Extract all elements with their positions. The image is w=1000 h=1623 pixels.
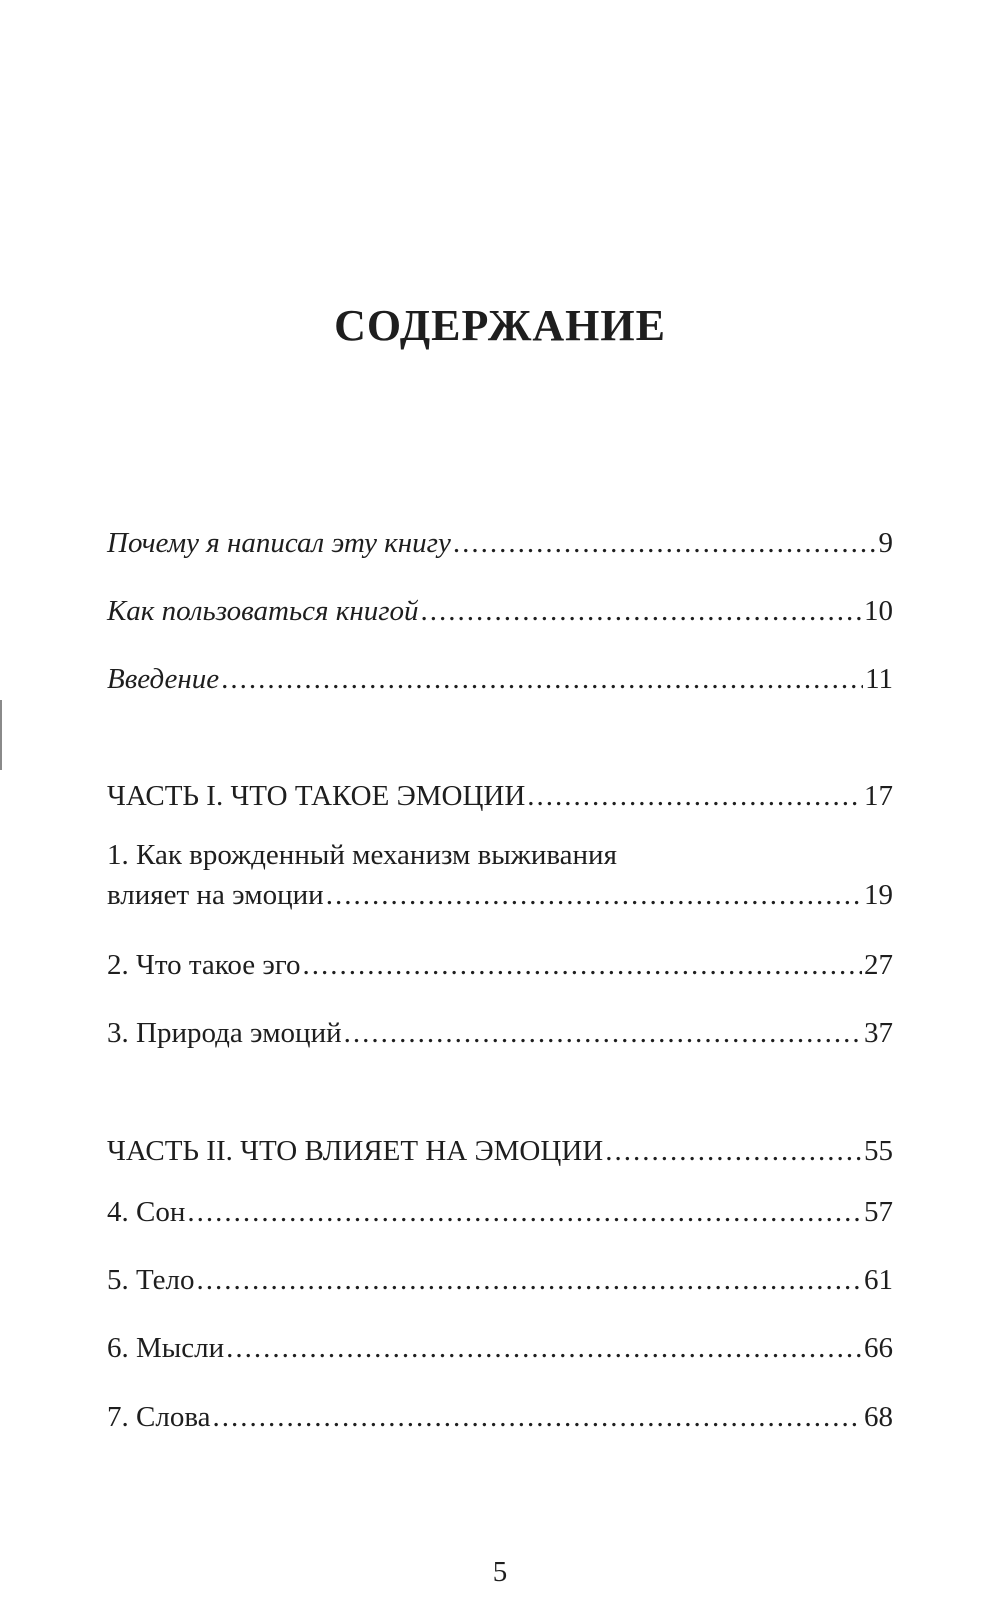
toc-entry-page: 68: [864, 1401, 893, 1433]
toc-entry-label: ЧАСТЬ I. ЧТО ТАКОЕ ЭМОЦИИ: [107, 780, 526, 812]
page-number: 5: [492, 1556, 508, 1588]
toc-leader-dots: [453, 523, 877, 563]
toc-entry-label: Как пользоваться книгой: [107, 595, 419, 627]
toc-leader-dots: [527, 776, 862, 816]
toc-leader-dots: [421, 591, 862, 631]
toc-entry-part-2[interactable]: [107, 1131, 893, 1171]
page-edge-mark: [0, 700, 2, 770]
toc-entry-label: Почему я написал эту книгу: [107, 527, 451, 559]
toc-entry-chapter-4[interactable]: [107, 1192, 893, 1232]
toc-entry-page: 57: [864, 1196, 893, 1228]
toc-entry-page: 11: [865, 663, 893, 695]
toc-entry-page: 66: [864, 1332, 893, 1364]
toc-leader-dots: [326, 875, 862, 915]
toc-entry-page: 19: [864, 879, 893, 911]
toc-entry-label-line1: 1. Как врожденный механизм выживания: [107, 839, 617, 871]
toc-entry-label: 3. Природа эмоций: [107, 1017, 342, 1049]
toc-entry-chapter-5[interactable]: [107, 1260, 893, 1300]
toc-entry-label: 7. Слова: [107, 1401, 211, 1433]
toc-entry-page: 17: [864, 780, 893, 812]
toc-entry-chapter-3[interactable]: [107, 1013, 893, 1053]
toc-entry-label: 6. Мысли: [107, 1332, 225, 1364]
toc-entry-chapter-7[interactable]: [107, 1397, 893, 1437]
toc-leader-dots: [605, 1131, 862, 1171]
toc-entry-chapter-2[interactable]: [107, 945, 893, 985]
toc-entry-part-1[interactable]: [107, 776, 893, 816]
toc-entry-label: ЧАСТЬ II. ЧТО ВЛИЯЕТ НА ЭМОЦИИ: [107, 1135, 604, 1167]
toc-entry-page: 61: [864, 1264, 893, 1296]
toc-entry-page: 10: [864, 595, 893, 627]
toc-leader-dots: [226, 1328, 862, 1368]
page-title: СОДЕРЖАНИЕ: [334, 301, 666, 350]
toc-leader-dots: [221, 659, 863, 699]
toc-entry-chapter-6[interactable]: [107, 1328, 893, 1368]
toc-leader-dots: [303, 945, 863, 985]
toc-entry-label: 2. Что такое эго: [107, 949, 301, 981]
toc-entry-chapter-1[interactable]: [107, 835, 893, 915]
toc-entry-introduction[interactable]: [107, 659, 893, 699]
toc-leader-dots: [213, 1397, 863, 1437]
toc-leader-dots: [344, 1013, 862, 1053]
toc-entry-page: 37: [864, 1017, 893, 1049]
toc-entry-page: 55: [864, 1135, 893, 1167]
toc-entry-why-i-wrote[interactable]: [107, 523, 893, 563]
toc-entry-page: 27: [864, 949, 893, 981]
toc-entry-page: 9: [878, 527, 893, 559]
toc-leader-dots: [187, 1192, 862, 1232]
toc-entry-label: 5. Тело: [107, 1264, 195, 1296]
toc-entry-how-to-use[interactable]: [107, 591, 893, 631]
toc-entry-label: влияет на эмоции: [107, 879, 324, 911]
toc-entry-label: Введение: [107, 663, 220, 695]
toc-entry-label: 4. Сон: [107, 1196, 186, 1228]
toc-leader-dots: [196, 1260, 862, 1300]
